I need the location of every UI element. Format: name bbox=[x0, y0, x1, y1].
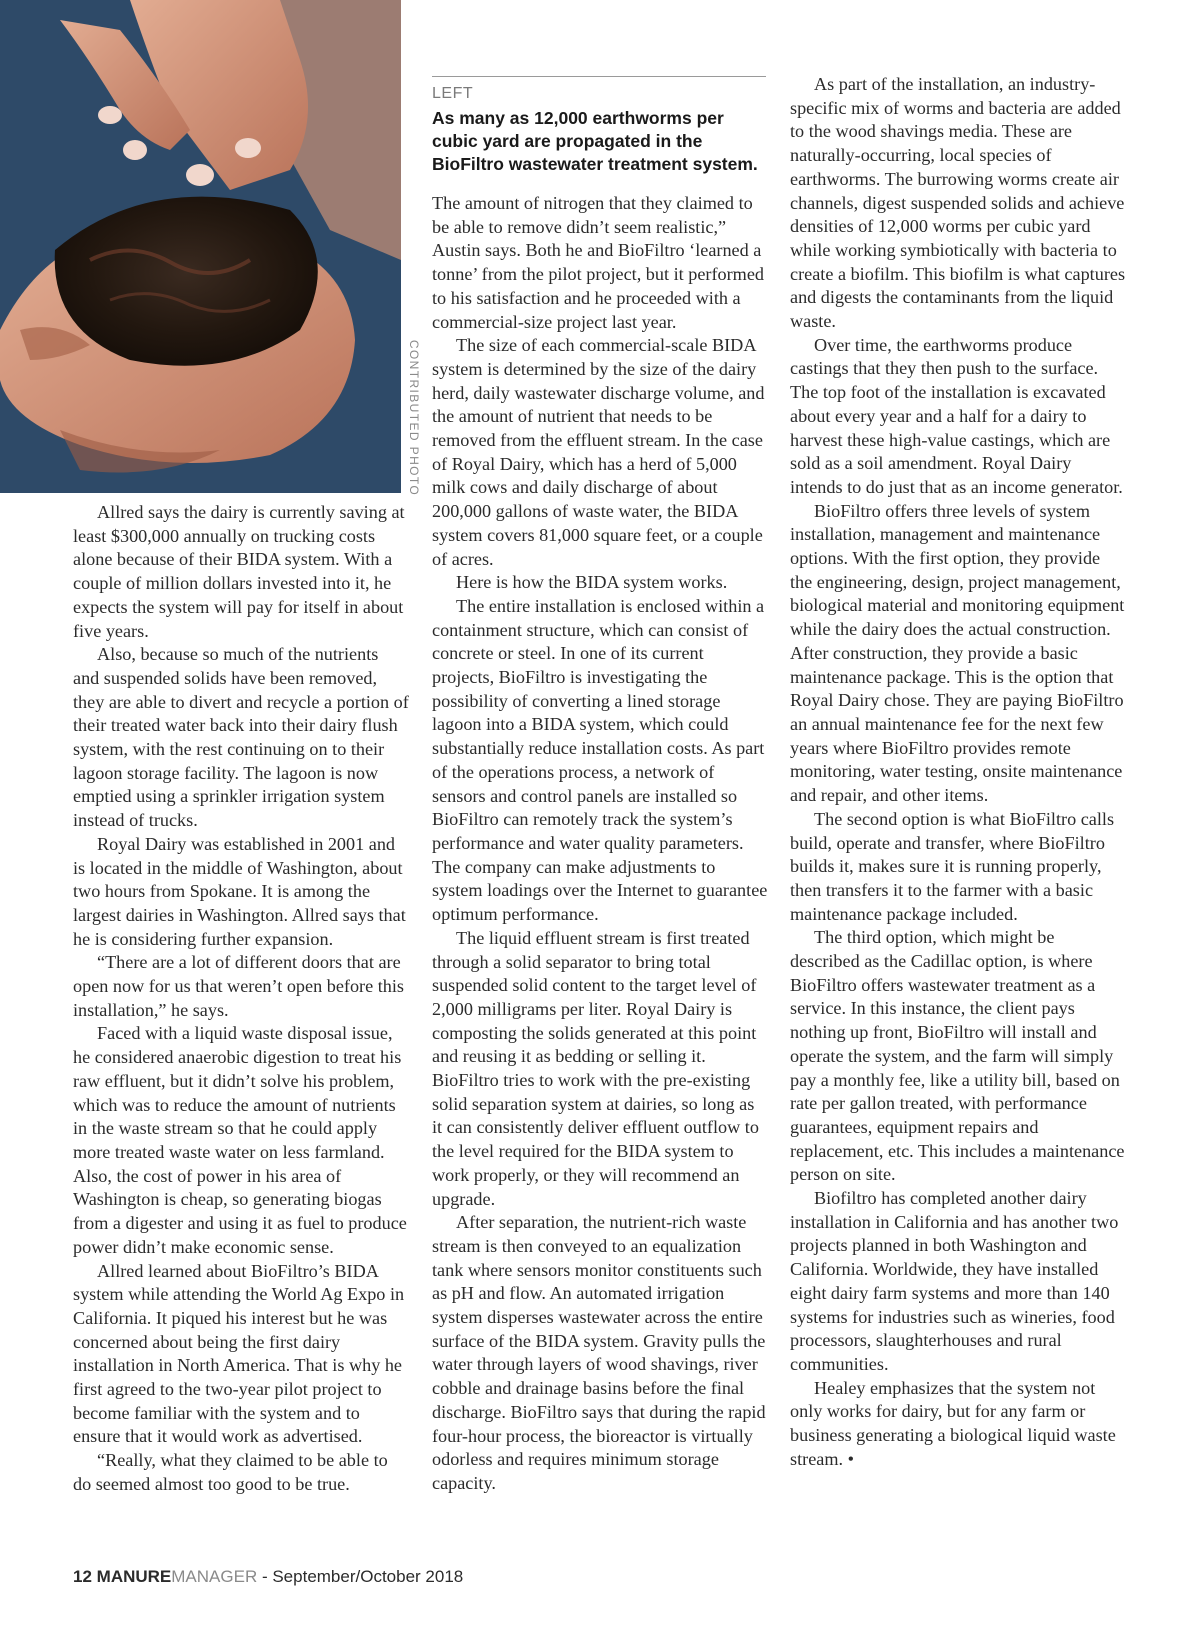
paragraph: After separation, the nutrient-rich waste stream is then conveyed to an equalization tank where sensors monitor constituents such as pH and flow. An automated irrigation system disperses wastewater across the entire surface of the BIDA system. Gravity pulls the water through layers of wood shavings, river cobble and drainage basins before the final discharge. BioFiltro says that during the rapid four-hour process, the bioreactor is virtually odorless and requires minimum storage capacity. bbox=[432, 1212, 766, 1493]
photo-caption: As many as 12,000 earthworms per cubic yard are propagated in the BioFiltro wastewater treatment system. bbox=[432, 108, 758, 174]
article-column-1 bbox=[73, 501, 409, 1497]
article-column-3 bbox=[790, 73, 1126, 1471]
paragraph: The entire installation is enclosed within a containment structure, which can consist of concrete or steel. In one of its current projects, BioFiltro is investigating the possibility of converting a lined storage lagoon into a BIDA system, which could substantially reduce installation costs. As part of the operations process, a network of sensors and control panels are installed so BioFiltro can remotely track the system’s performance and water quality parameters. The company can make adjustments to system loadings over the Internet to guarantee optimum performance. bbox=[432, 595, 768, 925]
footer-separator: - bbox=[257, 1567, 273, 1586]
caption-rule bbox=[432, 76, 766, 77]
article-column-2 bbox=[432, 192, 768, 1496]
paragraph: Biofiltro has completed another dairy installation in California and has another two projects planned in both Washington and California. Worldwide, they have installed eight dairy farm systems and more than 140 systems for industries such as wineries, food processors, slaughterhouses and rural communities. bbox=[790, 1188, 1119, 1374]
article-photo bbox=[0, 0, 401, 493]
paragraph: Also, because so much of the nutrients and suspended solids have been removed, they are able to divert and recycle a portion of their treated water back into their dairy flush system, with the rest continuing on to their lagoon storage facility. The lagoon is now emptied using a sprinkler irrigation system instead of trucks. bbox=[73, 644, 409, 831]
paragraph: Allred learned about BioFiltro’s BIDA system while attending the World Ag Expo in California. It piqued his interest but he was concerned about being the first dairy installation in North America. That is why he first agreed to the two-year pilot project to become familiar with the system and to ensure that it would work as advertised. bbox=[73, 1260, 405, 1447]
magazine-name-part2: MANAGER bbox=[171, 1567, 258, 1586]
caption-kicker: LEFT bbox=[432, 85, 474, 102]
paragraph: As part of the installation, an industry-specific mix of worms and bacteria are added to the wood shavings media. These are naturally-occurring, local species of earthworms. The burrowing worms create air channels, digest suspended solids and achieve densities of 12,000 worms per cubic yard while working symbiotically with bacteria to create a biofilm. This biofilm is what captures and digests the contaminants from the liquid waste. bbox=[790, 74, 1126, 332]
paragraph: Royal Dairy was established in 2001 and is located in the middle of Washington, about two hours from Spokane. It is among the largest dairies in Washington. Allred says that he is considering further expansion. bbox=[73, 833, 406, 949]
paragraph: Healey emphasizes that the system not only works for dairy, but for any farm or business generating a biological liquid waste stream. • bbox=[790, 1377, 1116, 1469]
photo-credit-text: CONTRIBUTED PHOTO bbox=[407, 339, 421, 496]
paragraph: The amount of nitrogen that they claimed to be able to remove didn’t seem realistic,” Austin says. Both he and BioFiltro ‘learned a tonne’ from the pilot project, but it performed to his satisfaction and he proceeded with a commercial-size project last year. bbox=[432, 193, 764, 332]
paragraph: The liquid effluent stream is first treated through a solid separator to bring total suspended solid content to the target level of 2,000 milligrams per liter. Royal Dairy is composting the solids generated at this point and reusing it as bedding or selling it. BioFiltro tries to work with the pre-existing solid separation system at dairies, so long as it can consistently deliver effluent outflow to the level required for the BIDA system to work properly, or they will recommend an upgrade. bbox=[432, 927, 759, 1209]
paragraph: “There are a lot of different doors that are open now for us that weren’t open before this installation,” he says. bbox=[73, 952, 404, 1020]
hands-holding-soil-with-worms-icon bbox=[0, 0, 401, 493]
photo-credit bbox=[404, 340, 424, 495]
magazine-name-part1: MANURE bbox=[96, 1567, 172, 1586]
paragraph: Over time, the earthworms produce castings that they then push to the surface. The top foot of the installation is excavated about every year and a half for a dairy to harvest these high-value castings, which are sold as a soil amendment. Royal Dairy intends to do just that as an income generator. bbox=[790, 334, 1123, 497]
paragraph: “Really, what they claimed to be able to do seemed almost too good to be true. bbox=[73, 1450, 388, 1494]
issue-date: September/October 2018 bbox=[272, 1567, 464, 1586]
paragraph: The second option is what BioFiltro calls build, operate and transfer, where BioFiltro builds it, makes sure it is running properly, then transfers it to the farmer with a basic maintenance package included. bbox=[790, 808, 1115, 924]
paragraph: Here is how the BIDA system works. bbox=[456, 572, 728, 593]
paragraph: The third option, which might be described as the Cadillac option, is where BioFiltro offers wastewater treatment as a service. In this instance, the client pays nothing up front, BioFiltro will install and operate the system, and the farm will simply pay a monthly fee, like a utility bill, based on rate per gallon treated, with performance guarantees, equipment repairs and replacement, etc. This includes a maintenance person on site. bbox=[790, 927, 1125, 1185]
page-number: 12 bbox=[73, 1567, 92, 1586]
paragraph: Allred says the dairy is currently saving at least $300,000 annually on trucking costs alone because of their BIDA system. With a couple of million dollars invested into it, he expects the system will pay for itself in about five years. bbox=[73, 502, 405, 641]
paragraph: BioFiltro offers three levels of system installation, management and maintenance options. With the first option, they provide the engineering, design, project management, biological material and monitoring equipment while the dairy does the actual construction. After construction, they provide a basic maintenance package. This is the option that Royal Dairy chose. They are paying BioFiltro an annual maintenance fee for the next few years where BioFiltro provides remote monitoring, water testing, onsite maintenance and repair, and other items. bbox=[790, 500, 1125, 806]
paragraph: Faced with a liquid waste disposal issue, he considered anaerobic digestion to treat his raw effluent, but it didn’t solve his problem, which was to reduce the amount of nutrients in the waste stream so that he could apply more treated waste water on less farmland. Also, the cost of power in his area of Washington is cheap, so generating biogas from a digester and using it as fuel to produce power didn’t make economic sense. bbox=[73, 1023, 407, 1257]
paragraph: The size of each commercial-scale BIDA system is determined by the size of the dairy herd, daily wastewater discharge volume, and the amount of nutrient that needs to be removed from the effluent stream. In the case of Royal Dairy, which has a herd of 5,000 milk cows and daily discharge of about 200,000 gallons of waste water, the BIDA system covers 81,000 square feet, or a couple of acres. bbox=[432, 335, 765, 569]
page-footer bbox=[73, 1567, 463, 1587]
